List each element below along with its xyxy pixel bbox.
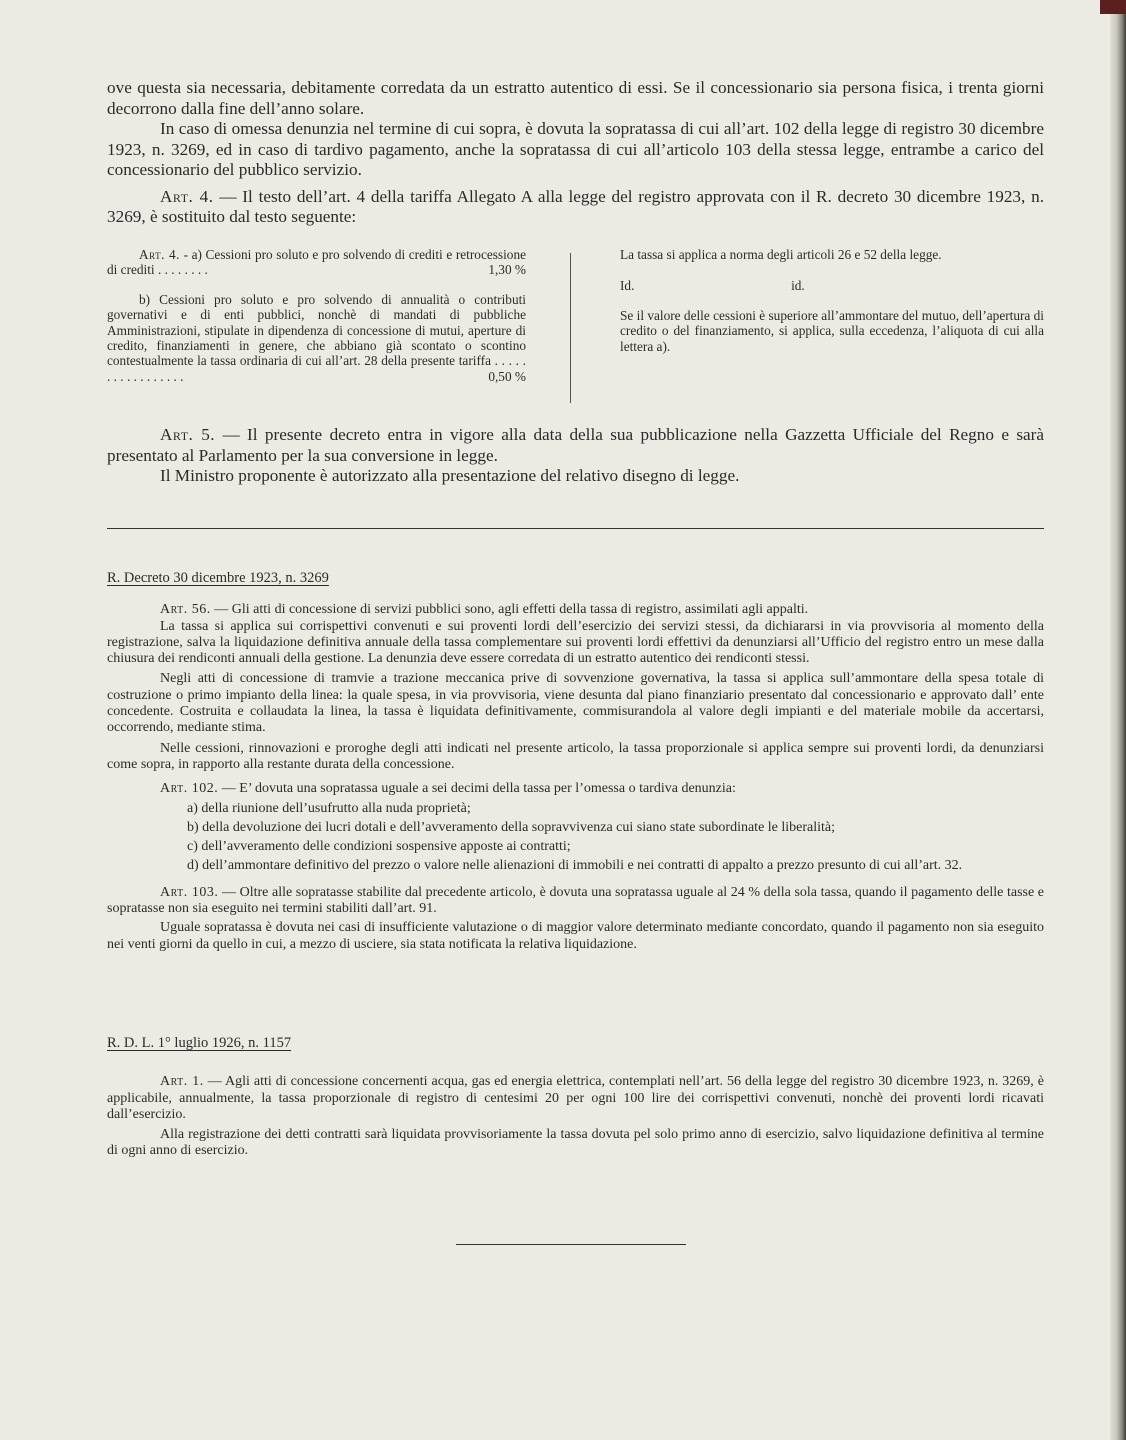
art-56-text: — Gli atti di concessione di servizi pubblici sono, agli effetti della tassa di registro, assimilati agli appalti. bbox=[214, 602, 809, 618]
tariff-item-a-value: 1,30 % bbox=[488, 262, 526, 278]
tariff-item-b-dots: . . . . . . . . . . . . . . . . . bbox=[107, 353, 526, 384]
tariff-note-2: Se il valore delle cessioni è superiore all’ammontare del mutuo, dell’apertura di credito o del finanziamento, si applica, sulla eccedenza, l’aliquota di cui alla lettera a). bbox=[620, 307, 1044, 354]
section-divider bbox=[107, 528, 1044, 529]
tariff-note-id bbox=[620, 278, 1044, 293]
art-5-paragraph-2: Il Ministro proponente è autorizzato alla presentazione del relativo disegno di legge. bbox=[160, 466, 740, 485]
paragraph-omessa-denunzia: In caso di omessa denunzia nel termine di cui sopra, è dovuta la sopratassa di cui all’art. 102 della legge di registro 30 dicembre 1923, n. 3269, ed in caso di tardivo pagamento, anche la sopratassa di cui all’articolo 103 della stessa legge, entrambe a carico del concessionario del pubblico servizio. bbox=[107, 119, 1044, 179]
tariff-note-id-1: Id. bbox=[620, 278, 635, 294]
art-56-paragraph-2: La tassa si applica sui corrispettivi convenuti e sui proventi lordi dell’esercizio dei servizi stessi, da dichiararsi in via provvisoria al momento della registrazione, salva la liquidazione definitiva annuale della tassa complementare sui proventi lordi effettivi da denunziarsi all’Ufficio del registro entro un mese dalla chiusura dei rendiconti annuali della gestione. La denunzia deve essere corredata di un estratto autentico dei rendiconti stessi. bbox=[107, 618, 1044, 667]
tariff-item-b-text: b) Cessioni pro soluto e pro solvendo di annualità o contributi governativi e di enti pubblici, nonchè di mandati di pubbliche Amministrazioni, stipulate in dipendenza di concessione di mutui, aperture di credito, finanziamenti in genere, che abbiano già scontato o scontino contestualmente la tassa ordinaria di cui all’art. 28 della presente tariffa bbox=[107, 291, 526, 369]
art-102-item-c: c) dell’avveramento delle condizioni sospensive apposte ai contratti; bbox=[187, 839, 571, 855]
art-103-paragraph bbox=[107, 885, 1044, 918]
paragraph-art-4 bbox=[107, 187, 1044, 228]
rdl-1926-block bbox=[107, 1035, 1044, 1160]
art-102-item-d: d) dell’ammontare definitivo del prezzo o valore nelle alienazioni di immobili e nei contratti di appalto a prezzo presunto di cui all’art. 32. bbox=[187, 858, 963, 874]
art-103-text: — Oltre alle sopratasse stabilite dal precedente articolo, è dovuta una sopratassa uguale al 24 % della sola tassa, quando il pagamento delle tasse e sopratasse non sia eseguito nei termini stabiliti dall’art. 91. bbox=[107, 884, 1045, 917]
tariff-left-column bbox=[107, 247, 526, 384]
tariff-note-1: La tassa si applica a norma degli articoli 26 e 52 della legge. bbox=[620, 247, 942, 262]
art-5-block bbox=[107, 425, 1044, 487]
tariff-note-id-2: id. bbox=[791, 278, 805, 294]
page-edge-shadow bbox=[1110, 0, 1126, 1440]
tariff-table bbox=[107, 247, 1044, 412]
art-1-text: — Agli atti di concessione concernenti acqua, gas ed energia elettrica, contemplati nell’art. 56 della legge del registro 30 dicembre 1923, n. 3269, è applicabile, annualmente, la tassa proporzionale di registro di centesimi 20 per ogni 100 lire dei corrispettivi convenuti, nonchè dei proventi lordi ricavati dall’esercizio. bbox=[107, 1074, 1044, 1122]
tariff-column-divider bbox=[570, 253, 571, 403]
tariff-right-column bbox=[620, 247, 1044, 354]
art-102-paragraph bbox=[107, 781, 1044, 797]
art-56-paragraph-3: Negli atti di concessione di tramvie a trazione meccanica prive di sovvenzione governativa, la tassa si applica sull’ammontare della spesa totale di costruzione o primo impianto della linea: la quale spesa, in via provvisoria, viene desunta dal piano finanziario presentato dal concessionario e approvato dall’ ente concedente. Costruita e collaudata la linea, la tassa è liquidata definitivamente, commisurandola al valore degli impianti e del materiale mobile da accertarsi, occorrendo, mediante stima. bbox=[107, 671, 1044, 736]
tariff-art-label: Art. 4. bbox=[139, 247, 180, 262]
closing-rule bbox=[456, 1244, 686, 1245]
art-102-label: Art. 102. bbox=[160, 781, 219, 797]
art-56-paragraph-1 bbox=[107, 602, 1044, 618]
art-4-label: Art. 4. bbox=[160, 186, 214, 206]
art-103-label: Art. 103. bbox=[160, 884, 219, 900]
tariff-item-b bbox=[107, 292, 526, 384]
art-56-label: Art. 56. bbox=[160, 602, 211, 618]
art-103-paragraph-2: Uguale sopratassa è dovuta nei casi di insufficiente valutazione o di maggior valore determinato mediante concordato, quando il pagamento non sia eseguito nei venti giorni da quello in cui, a mezzo di usciere, sia stata notificata la relativa liquidazione. bbox=[107, 920, 1044, 952]
art-4-text: — Il testo dell’art. 4 della tariffa Allegato A alla legge del registro approvata con il R. decreto 30 dicembre 1923, n. 3269, è sostituito dal testo seguente: bbox=[107, 186, 1045, 226]
art-102-item-b: b) della devoluzione dei lucri dotali e dell’avveramento della sopravvivenza cui siano state subordinate le liberalità; bbox=[187, 819, 836, 835]
rd-1923-heading: R. Decreto 30 dicembre 1923, n. 3269 bbox=[107, 570, 329, 586]
paragraph-continuation: ove questa sia necessaria, debitamente corredata da un estratto autentico di essi. Se il concessionario sia persona fisica, i trenta giorni decorrono dalla fine dell’anno solare. bbox=[107, 78, 1044, 118]
tariff-item-a-dots: . . . . . . . . bbox=[157, 262, 208, 278]
art-1-label: Art. 1. bbox=[160, 1074, 204, 1090]
tariff-item-a bbox=[107, 247, 526, 278]
art-5-label: Art. 5. bbox=[160, 425, 216, 444]
art-102-item-a: a) della riunione dell’usufrutto alla nuda proprietà; bbox=[187, 800, 471, 816]
page-corner-mark bbox=[1100, 0, 1126, 14]
art-102-text: — E’ dovuta una sopratassa uguale a sei decimi della tassa per l’omessa o tardiva denunzia: bbox=[221, 781, 736, 797]
art-1-paragraph bbox=[107, 1074, 1044, 1123]
art-1-paragraph-2: Alla registrazione dei detti contratti sarà liquidata provvisoriamente la tassa dovuta pel solo primo anno di esercizio, salvo liquidazione definitiva al termine di ogni anno di esercizio. bbox=[107, 1127, 1044, 1159]
art-56-paragraph-4: Nelle cessioni, rinnovazioni e proroghe degli atti indicati nel presente articolo, la tassa proporzionale si applica sempre sui proventi lordi, da denunziarsi come sopra, in rapporto alla restante durata della concessione. bbox=[107, 740, 1044, 772]
art-5-paragraph bbox=[107, 425, 1044, 466]
tariff-item-a-text: - a) Cessioni pro soluto e pro solvendo di crediti e retrocessione di crediti bbox=[107, 247, 527, 278]
art-5-text: — Il presente decreto entra in vigore alla data della sua pubblicazione nella Gazzetta Ufficiale del Regno e sarà presentato al Parlamento per la sua conversione in legge. bbox=[107, 425, 1045, 465]
rd-1923-block bbox=[107, 570, 1044, 953]
top-block bbox=[107, 78, 1044, 228]
rdl-1926-heading: R. D. L. 1° luglio 1926, n. 1157 bbox=[107, 1035, 292, 1051]
tariff-item-b-value: 0,50 % bbox=[488, 368, 526, 384]
